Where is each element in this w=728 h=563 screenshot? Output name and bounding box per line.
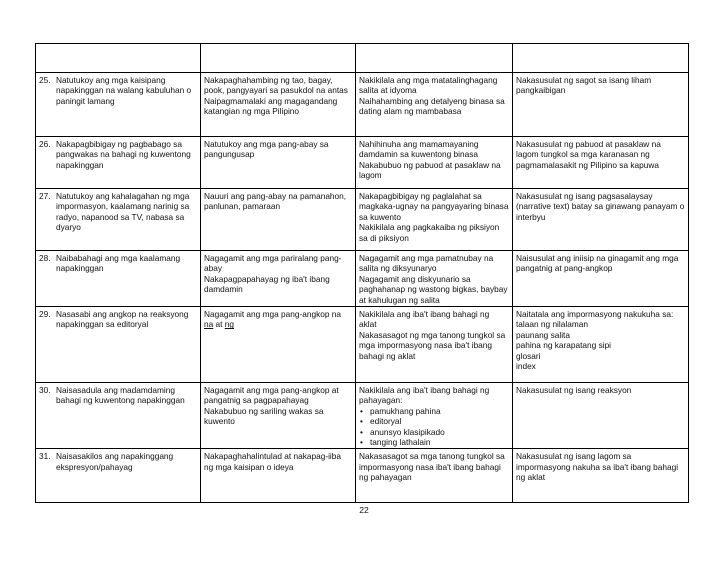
item-number: 30. (39, 385, 51, 396)
cell-line: Nagagamit ang mga pamatnubay na salita ng diksyunaryo (359, 253, 494, 274)
language-cell (201, 73, 356, 137)
cell-line: Nauuri ang pang-abay na pamanahon, panlunan, pamaraan (204, 191, 347, 212)
listening-cell (36, 251, 201, 307)
list-item: • tanging lathalain (359, 437, 509, 447)
item-number: 26. (39, 139, 51, 149)
cell-line: Nakasusulat ng isang lagom sa impormasyong nakuha sa iba't ibang bahagi ng aklat (516, 451, 679, 483)
item-text: Natutukoy ang kahalagahan ng mga impormasyon, kaalamang narinig sa radyo, napanood sa TV, nabasa sa dyaryo (56, 191, 190, 233)
language-cell (201, 449, 356, 503)
table-cell (356, 44, 513, 73)
table-row (36, 189, 689, 251)
cell-line: Nakasusulat ng pabuod at pasaklaw na lagom tungkol sa mga karanasan ng pagmamalasakit ng Pilipino sa kapuwa (516, 139, 661, 170)
item-text: Nakapagbibigay ng pagbabago sa pangwakas na bahagi ng kuwentong napakinggan (56, 139, 191, 170)
cell-line: Nakapagbibigay ng paglalahat sa magkaka-ugnay na pangyayaring binasa sa kuwento (359, 191, 509, 222)
cell-line: pahina ng karapatang sipi (516, 340, 612, 351)
table-row (36, 383, 689, 449)
reading-cell (356, 307, 513, 383)
cell-line: Nakapaghahambing ng tao, bagay, pook, pangyayari sa pasukdol na antas (204, 75, 348, 96)
cell-line: Nakasasagot sa mga tanong tungkol sa impormasyong nasa iba't ibang bahagi ng pahayagan (359, 451, 505, 483)
listening-cell (36, 383, 201, 449)
underlined-word: na (204, 319, 214, 330)
table-cell (201, 44, 356, 73)
language-cell (201, 307, 356, 383)
reading-cell (356, 137, 513, 189)
item-number: 28. (39, 253, 51, 263)
table-cell (513, 44, 689, 73)
cell-line: Nahihinuha ang mamamayaning damdamin sa kuwentong binasa (359, 139, 479, 160)
list-item: • editoryal (359, 416, 509, 426)
language-cell (201, 383, 356, 449)
listening-cell (36, 189, 201, 251)
listening-cell (36, 307, 201, 383)
underlined-word: ng (224, 319, 234, 330)
cell-line: Nagagamit ang diskyunario sa paghahanap ng wastong bigkas, baybay at kahulugan ng salita (359, 273, 508, 305)
item-number: 27. (39, 191, 51, 201)
cell-line: Nakikilala ang mga matatalinghagang salita at idyoma (359, 75, 498, 96)
cell-line: Nagagamit ang mga pang-angkop na (204, 309, 341, 320)
item-number: 31. (39, 451, 51, 462)
bullet-list (359, 406, 509, 448)
list-item: • anunsyo klasipikado (359, 427, 509, 437)
cell-line: Naipagmamalaki ang magagandang katangian ng mga Pilipino (204, 95, 338, 117)
cell-line: paunang salita (516, 329, 570, 340)
writing-cell (513, 73, 689, 137)
cell-line: Nagagamit ang mga pariralang pang-abay (204, 253, 342, 274)
cell-line: Nakikilala ang pagkakaiba ng piksiyon sa di piksiyon (359, 222, 500, 243)
cell-line: talaan ng nilalaman (516, 319, 588, 330)
table-row (36, 449, 689, 503)
reading-cell (356, 73, 513, 137)
cell-line: Nakapagpapahayag ng iba't ibang damdamin (204, 273, 330, 295)
cell-line: Naihahambing ang detalyeng binasa sa dating alam ng mambabasa (359, 95, 505, 117)
reading-cell (356, 251, 513, 307)
cell-line: Nakabubuo ng pabuod at pasaklaw na lagom (359, 159, 501, 181)
language-cell (201, 189, 356, 251)
writing-cell (513, 189, 689, 251)
listening-cell (36, 137, 201, 189)
cell-line: Nakasasagot ng mga tanong tungkol sa mga impormasyong nasa iba't ibang bahagi ng aklat (359, 329, 506, 361)
cell-line: Nakasusulat ng sagot sa isang liham pangkaibigan (516, 75, 652, 96)
item-text: Naisasakilos ang napakinggang ekspresyon/pahayag (56, 451, 174, 472)
writing-cell (513, 383, 689, 449)
cell-line: glosari (516, 350, 541, 361)
item-text: Naisasadula ang madamdaming bahagi ng kuwentong napakinggan (56, 385, 185, 406)
table-row (36, 73, 689, 137)
item-text: Natutukoy ang mga kaisipang napakinggan na walang kabuluhan o paningit lamang (56, 75, 192, 106)
cell-line: Nakapaghahalintulad at nakapag-iiba ng mga kaisipan o ideya (204, 451, 342, 472)
cell-line: Natutukoy ang mga pang-abay sa pangungusap (204, 139, 329, 160)
cell-line: index (516, 361, 536, 372)
connector-word: at (213, 319, 225, 330)
list-item: • pamukhang pahina (359, 406, 509, 416)
item-number: 25. (39, 75, 51, 85)
language-cell (201, 251, 356, 307)
cell-line: Nakasusulat ng isang pagsasalaysay (narrative text) batay sa ginawang panayam o interbyu (516, 191, 685, 222)
writing-cell (513, 449, 689, 503)
cell-line: Naisusulat ang iniisip na ginagamit ang mga pangatnig at pang-angkop (516, 253, 679, 274)
cell-line: Nakikilala ang iba't ibang bahagi ng pahayagan: (359, 385, 490, 406)
table-row (36, 307, 689, 383)
listening-cell (36, 73, 201, 137)
reading-cell (356, 383, 513, 449)
item-text: Nasasabi ang angkop na reaksyong napakinggan sa editoryal (56, 309, 189, 330)
item-text: Naibabahagi ang mga kaalamang napakinggan (56, 253, 181, 274)
listening-cell (36, 449, 201, 503)
language-cell (201, 137, 356, 189)
writing-cell (513, 251, 689, 307)
cell-line: Nakikilala ang iba't ibang bahagi ng aklat (359, 309, 490, 330)
reading-cell (356, 449, 513, 503)
reading-cell (356, 189, 513, 251)
writing-cell (513, 307, 689, 383)
item-number: 29. (39, 309, 51, 320)
table-row (36, 137, 689, 189)
page-number: 22 (359, 505, 369, 515)
table-cell (36, 44, 201, 73)
cell-line: Nakabubuo ng sariling wakas sa kuwento (204, 405, 324, 427)
competency-table (35, 43, 689, 503)
table-row (36, 251, 689, 307)
table-row (36, 44, 689, 73)
cell-line: Nagagamit ang mga pang-angkop at pangatnig sa pagpapahayag (204, 385, 339, 406)
cell-line: Nakasusulat ng isang reaksyon (516, 385, 632, 396)
cell-line: Naitatala ang impormasyong nakukuha sa: (516, 309, 674, 320)
writing-cell (513, 137, 689, 189)
